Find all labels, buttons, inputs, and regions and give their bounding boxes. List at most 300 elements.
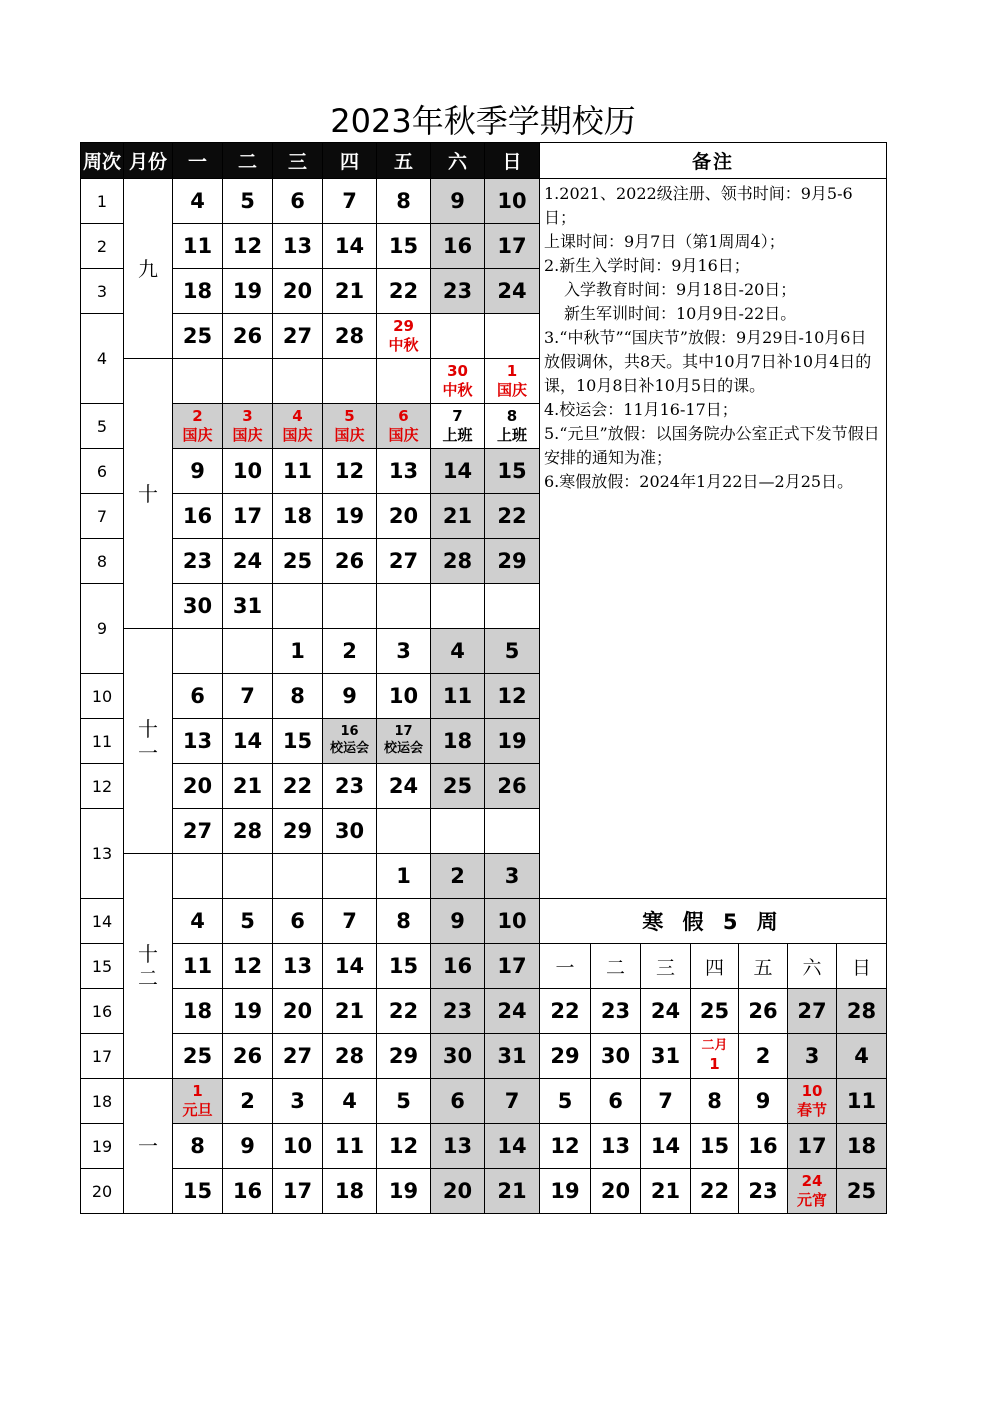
day-number: 18	[182, 999, 213, 1023]
day-cell	[323, 359, 377, 404]
day-cell	[431, 989, 485, 1034]
day-number: 28	[334, 1044, 365, 1068]
day-number: 14	[497, 1134, 527, 1158]
day-cell	[323, 854, 377, 899]
day-number: 2	[342, 639, 357, 663]
day-cell	[377, 404, 431, 449]
day-cell	[377, 179, 431, 224]
day-number: 14	[232, 729, 263, 753]
day-note: 元旦	[182, 1101, 213, 1119]
day-cell	[173, 899, 223, 944]
day-cell	[273, 1079, 323, 1124]
day-note: 校运会	[329, 741, 369, 756]
day-cell	[377, 269, 431, 314]
day-number: 3	[804, 1044, 820, 1068]
day-number: 5	[344, 406, 355, 425]
day-cell	[223, 494, 273, 539]
day-number: 6	[398, 406, 409, 425]
day-cell	[223, 404, 273, 449]
day-cell	[173, 1079, 223, 1124]
note-line: 1.2021、2022级注册、领书时间：9月5-6日；	[544, 184, 853, 227]
day-note: 元宵	[796, 1191, 827, 1209]
note-line: 6.寒假放假：2024年1月22日—2月25日。	[544, 472, 854, 491]
day-cell	[223, 809, 273, 854]
day-number: 24	[388, 774, 419, 798]
day-cell	[273, 224, 323, 269]
day-cell	[431, 494, 485, 539]
day-number: 17	[232, 504, 263, 528]
week-number: 10	[81, 674, 124, 719]
day-number: 19	[550, 1179, 580, 1203]
day-note: 国庆	[182, 426, 213, 444]
day-number: 4	[292, 406, 303, 425]
day-cell	[431, 764, 485, 809]
day-cell	[273, 179, 323, 224]
day-cell	[431, 1124, 485, 1169]
day-number: 7	[240, 684, 255, 708]
break-weekday: 一	[540, 944, 591, 989]
day-cell	[323, 404, 377, 449]
day-number: 31	[232, 594, 263, 618]
day-number: 2	[192, 406, 203, 425]
day-number: 22	[282, 774, 313, 798]
day-cell	[739, 1169, 788, 1214]
day-cell	[377, 899, 431, 944]
day-number: 6	[450, 1089, 465, 1113]
day-number: 13	[282, 234, 313, 258]
day-cell	[837, 989, 887, 1034]
week-number: 4	[81, 314, 124, 404]
day-cell	[173, 584, 223, 629]
notes-header: 备注	[540, 143, 887, 179]
day-cell	[431, 584, 485, 629]
day-number: 20	[182, 774, 213, 798]
day-cell	[273, 1124, 323, 1169]
day-number: 7	[342, 909, 357, 933]
day-number: 10	[497, 189, 527, 213]
day-number: 3	[242, 406, 253, 425]
day-cell	[485, 584, 540, 629]
day-cell	[173, 1124, 223, 1169]
day-cell	[377, 539, 431, 584]
day-note: 中秋	[388, 336, 419, 354]
day-cell	[173, 629, 223, 674]
day-number: 13	[600, 1134, 631, 1158]
day-cell	[223, 359, 273, 404]
day-number: 22	[550, 999, 580, 1023]
day-cell	[431, 359, 485, 404]
day-cell	[431, 854, 485, 899]
day-cell	[540, 989, 591, 1034]
day-cell	[323, 764, 377, 809]
calendar-row	[81, 1034, 887, 1079]
day-number: 8	[506, 406, 518, 425]
day-number: 6	[190, 684, 205, 708]
week-number: 3	[81, 269, 124, 314]
day-cell	[173, 764, 223, 809]
week-number: 9	[81, 584, 124, 674]
day-cell	[273, 584, 323, 629]
day-cell	[323, 944, 377, 989]
day-cell	[691, 1034, 739, 1079]
day-number: 28	[846, 999, 877, 1023]
calendar-row	[81, 1169, 887, 1214]
day-cell	[223, 539, 273, 584]
day-cell	[739, 1124, 788, 1169]
day-number: 29	[550, 1044, 580, 1068]
day-cell	[377, 854, 431, 899]
day-number: 9	[342, 684, 357, 708]
day-cell	[485, 269, 540, 314]
week-number: 18	[81, 1079, 124, 1124]
day-cell	[273, 269, 323, 314]
day-cell	[485, 179, 540, 224]
week-number: 15	[81, 944, 124, 989]
day-number: 26	[334, 549, 365, 573]
day-number: 5	[504, 639, 520, 663]
day-cell	[323, 629, 377, 674]
day-cell	[273, 629, 323, 674]
day-number: 6	[608, 1089, 623, 1113]
day-cell	[273, 854, 323, 899]
day-cell	[273, 809, 323, 854]
break-weekday: 五	[739, 944, 788, 989]
day-cell	[485, 809, 540, 854]
day-cell	[223, 854, 273, 899]
day-cell	[377, 224, 431, 269]
day-number: 4	[342, 1089, 357, 1113]
day-cell	[485, 314, 540, 359]
day-number: 19	[497, 729, 527, 753]
week-number: 17	[81, 1034, 124, 1079]
day-number: 19	[232, 279, 263, 303]
day-cell	[223, 719, 273, 764]
day-cell	[591, 1034, 641, 1079]
day-number: 2	[755, 1044, 771, 1068]
day-number: 5	[396, 1089, 411, 1113]
note-line: 3.“中秋节”“国庆节”放假：9月29日-10月6日放假调休，共8天。其中10月7日补10月4日的课，10月8日补10月5日的课。	[544, 328, 872, 395]
day-cell	[485, 1034, 540, 1079]
day-number: 27	[388, 549, 419, 573]
day-cell	[173, 539, 223, 584]
day-number: 18	[282, 504, 313, 528]
day-cell	[691, 1124, 739, 1169]
day-cell	[173, 1034, 223, 1079]
day-cell	[485, 449, 540, 494]
week-number: 12	[81, 764, 124, 809]
day-cell	[223, 179, 273, 224]
day-number: 12	[550, 1134, 580, 1158]
day-cell	[323, 179, 377, 224]
day-number: 12	[497, 684, 527, 708]
day-number: 25	[182, 324, 213, 348]
day-cell	[485, 899, 540, 944]
day-number: 24	[801, 1171, 823, 1190]
day-number: 15	[388, 234, 419, 258]
day-number: 19	[334, 504, 365, 528]
day-cell	[173, 1169, 223, 1214]
day-number: 30	[447, 361, 468, 380]
calendar-row	[81, 899, 887, 944]
day-cell	[223, 224, 273, 269]
day-cell	[273, 359, 323, 404]
day-cell	[173, 404, 223, 449]
day-number: 18	[442, 729, 473, 753]
day-number: 27	[182, 819, 213, 843]
header-weekday: 二	[223, 143, 273, 179]
day-cell	[273, 314, 323, 359]
day-cell	[485, 1169, 540, 1214]
day-cell	[273, 944, 323, 989]
note-line: 上课时间：9月7日（第1周周4）；	[544, 232, 785, 251]
day-number: 10	[388, 684, 419, 708]
day-cell	[273, 674, 323, 719]
day-cell	[641, 1124, 691, 1169]
day-number: 14	[334, 234, 365, 258]
month-label: 十 二	[124, 854, 173, 1079]
day-number: 24	[497, 279, 527, 303]
day-cell	[691, 1079, 739, 1124]
day-cell	[173, 179, 223, 224]
day-cell	[323, 989, 377, 1034]
day-number: 27	[282, 324, 313, 348]
day-number: 29	[282, 819, 313, 843]
day-number: 18	[334, 1179, 365, 1203]
break-weekday: 四	[691, 944, 739, 989]
day-number: 29	[393, 316, 414, 335]
day-cell	[788, 1079, 837, 1124]
day-cell	[377, 449, 431, 494]
day-cell	[323, 1169, 377, 1214]
day-number: 23	[442, 999, 473, 1023]
day-number: 11	[182, 954, 213, 978]
day-cell	[323, 674, 377, 719]
day-number: 16	[340, 724, 359, 740]
day-cell	[173, 449, 223, 494]
day-cell	[485, 1124, 540, 1169]
day-number: 30	[600, 1044, 631, 1068]
day-cell	[431, 314, 485, 359]
day-number: 11	[282, 459, 313, 483]
day-cell	[431, 719, 485, 764]
day-number: 21	[650, 1179, 681, 1203]
day-cell	[431, 674, 485, 719]
day-cell	[223, 449, 273, 494]
note-line: 4.校运会：11月16-17日；	[544, 400, 738, 419]
note-line: 新生军训时间：10月9日-22日。	[564, 304, 797, 323]
day-number: 19	[232, 999, 263, 1023]
day-number: 11	[182, 234, 213, 258]
day-number: 4	[450, 639, 465, 663]
month-label: 九	[124, 179, 173, 359]
day-cell	[377, 674, 431, 719]
day-cell	[273, 989, 323, 1034]
day-number: 31	[497, 1044, 527, 1068]
day-cell	[377, 809, 431, 854]
day-number: 9	[240, 1134, 255, 1158]
week-number: 13	[81, 809, 124, 899]
day-cell	[837, 1169, 887, 1214]
header-weekday: 日	[485, 143, 540, 179]
day-number: 13	[282, 954, 313, 978]
day-note: 国庆	[334, 426, 365, 444]
day-cell	[641, 989, 691, 1034]
day-cell	[223, 764, 273, 809]
day-number: 7	[658, 1089, 673, 1113]
header-weekday: 五	[377, 143, 431, 179]
day-cell	[273, 1034, 323, 1079]
day-number: 8	[290, 684, 305, 708]
day-number: 26	[748, 999, 778, 1023]
day-cell	[837, 1079, 887, 1124]
day-note: 春节	[796, 1101, 827, 1119]
week-number: 6	[81, 449, 124, 494]
day-number: 22	[699, 1179, 730, 1203]
calendar-row	[81, 944, 887, 989]
day-cell	[540, 1169, 591, 1214]
day-cell	[273, 1169, 323, 1214]
day-cell	[223, 899, 273, 944]
day-number: 18	[846, 1134, 877, 1158]
day-cell	[739, 989, 788, 1034]
day-cell	[485, 1079, 540, 1124]
day-cell	[173, 359, 223, 404]
day-cell	[377, 1169, 431, 1214]
day-cell	[485, 359, 540, 404]
day-number: 30	[334, 819, 365, 843]
day-number: 30	[182, 594, 213, 618]
day-cell	[223, 1034, 273, 1079]
day-number: 12	[334, 459, 365, 483]
day-cell	[223, 674, 273, 719]
day-number: 17	[394, 724, 413, 740]
day-note: 中秋	[442, 381, 473, 399]
day-cell	[323, 539, 377, 584]
day-cell	[485, 494, 540, 539]
day-number: 22	[497, 504, 527, 528]
day-cell	[431, 899, 485, 944]
day-cell	[273, 764, 323, 809]
day-number: 29	[388, 1044, 419, 1068]
day-cell	[323, 1124, 377, 1169]
day-cell	[485, 944, 540, 989]
day-cell	[377, 1124, 431, 1169]
day-cell	[431, 449, 485, 494]
day-cell	[485, 224, 540, 269]
day-number: 13	[388, 459, 419, 483]
day-number: 6	[290, 189, 305, 213]
day-cell	[739, 1034, 788, 1079]
day-number: 13	[442, 1134, 473, 1158]
day-number: 18	[182, 279, 213, 303]
day-number: 4	[854, 1044, 869, 1068]
day-cell	[591, 1079, 641, 1124]
day-note: 校运会	[383, 741, 423, 756]
day-number: 5	[240, 189, 255, 213]
day-cell	[323, 584, 377, 629]
day-cell	[641, 1169, 691, 1214]
day-cell	[223, 1124, 273, 1169]
day-cell	[641, 1034, 691, 1079]
day-cell	[591, 1124, 641, 1169]
day-note: 二月	[701, 1037, 728, 1053]
day-cell	[273, 449, 323, 494]
day-number: 21	[442, 504, 473, 528]
day-number: 7	[504, 1089, 520, 1113]
day-number: 19	[388, 1179, 419, 1203]
day-number: 6	[290, 909, 305, 933]
day-number: 15	[182, 1179, 213, 1203]
day-number: 16	[182, 504, 213, 528]
week-number: 19	[81, 1124, 124, 1169]
day-cell	[431, 809, 485, 854]
day-cell	[323, 899, 377, 944]
day-number: 17	[497, 234, 527, 258]
day-cell	[273, 719, 323, 764]
day-number: 22	[388, 279, 419, 303]
day-cell	[173, 854, 223, 899]
day-number: 14	[442, 459, 473, 483]
day-cell	[173, 989, 223, 1034]
day-number: 5	[240, 909, 255, 933]
day-number: 13	[182, 729, 213, 753]
day-cell	[431, 944, 485, 989]
day-cell	[173, 224, 223, 269]
day-number: 14	[334, 954, 365, 978]
day-number: 16	[232, 1179, 263, 1203]
day-number: 28	[232, 819, 263, 843]
day-number: 20	[282, 999, 313, 1023]
day-number: 7	[452, 406, 463, 425]
break-weekday: 二	[591, 944, 641, 989]
day-cell	[323, 449, 377, 494]
month-label: 十	[124, 359, 173, 629]
day-cell	[591, 989, 641, 1034]
day-number: 9	[190, 459, 205, 483]
day-number: 11	[334, 1134, 365, 1158]
day-cell	[377, 944, 431, 989]
day-number: 12	[388, 1134, 419, 1158]
day-note: 国庆	[232, 426, 263, 444]
day-number: 25	[442, 774, 473, 798]
week-number: 20	[81, 1169, 124, 1214]
day-cell	[223, 989, 273, 1034]
header-week: 周次	[81, 143, 124, 179]
day-number: 23	[182, 549, 213, 573]
day-cell	[485, 629, 540, 674]
day-number: 17	[282, 1179, 313, 1203]
day-number: 1	[290, 639, 305, 663]
day-number: 9	[755, 1089, 771, 1113]
day-cell	[173, 674, 223, 719]
day-number: 21	[232, 774, 263, 798]
day-cell	[323, 494, 377, 539]
day-cell	[173, 314, 223, 359]
note-line: 2.新生入学时间：9月16日；	[544, 256, 750, 275]
day-cell	[323, 314, 377, 359]
day-number: 14	[650, 1134, 681, 1158]
day-number: 30	[442, 1044, 473, 1068]
day-number: 23	[748, 1179, 778, 1203]
day-cell	[273, 539, 323, 584]
day-cell	[431, 404, 485, 449]
calendar-row	[81, 179, 887, 224]
day-number: 10	[282, 1134, 313, 1158]
calendar-row	[81, 989, 887, 1034]
week-number: 7	[81, 494, 124, 539]
day-number: 25	[182, 1044, 213, 1068]
day-cell	[173, 809, 223, 854]
